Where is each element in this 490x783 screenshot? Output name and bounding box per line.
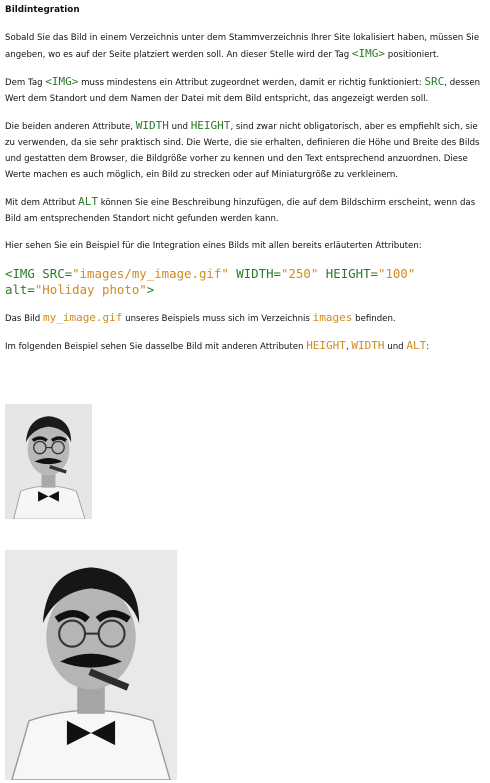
portrait-photo-small	[5, 404, 92, 519]
p1-text-b: positioniert.	[385, 50, 440, 60]
code-line1-v1: "images/my_image.gif"	[72, 266, 229, 281]
p4-text-b: können Sie eine Beschreibung hinzufügen, die auf dem Bildschirm erscheint, wenn das Bild am entsprechenden Standort nicht gefunden werden kann.	[5, 198, 476, 224]
p7-text-c: :	[426, 342, 430, 352]
p7-code-width: WIDTH	[351, 339, 385, 352]
p3-code-width: WIDTH	[135, 119, 169, 132]
portrait-photo-large	[5, 550, 177, 780]
p6-text-c: befinden.	[352, 314, 396, 324]
p1-text-a: Sobald Sie das Bild in einem Verzeichnis unter dem Stammverzeichnis Ihrer Site lokalisiert haben, müssen Sie angeben, wo es auf der Seite platziert werden soll. An dieser Stelle wird der Tag	[5, 33, 480, 60]
paragraph-3	[5, 118, 483, 183]
p2-text-b: muss mindestens ein Attribut zugeordnet werden, damit er richtig funktioniert:	[78, 78, 425, 88]
p6-code-dir: images	[312, 311, 353, 324]
page-title: Bildintegration	[5, 5, 80, 15]
p7-text-b: und	[384, 342, 407, 352]
paragraph-7	[5, 338, 483, 355]
p7-code-height: HEIGHT	[306, 339, 346, 352]
p3-code-height: HEIGHT	[190, 119, 231, 132]
paragraph-4	[5, 194, 483, 227]
p6-text-a: Das Bild	[5, 314, 43, 324]
p7-code-alt: ALT	[406, 339, 427, 352]
code-line2-t1: alt=	[5, 282, 35, 297]
code-line1-v2: "250"	[281, 266, 319, 281]
p2-code-src: SRC	[424, 75, 445, 88]
p2-code-img: <IMG>	[45, 75, 79, 88]
code-line1-t3: HEIGHT=	[318, 266, 379, 281]
p2-text-a: Dem Tag	[5, 78, 46, 88]
p6-text-b: unseres Beispiels muss sich im Verzeichnis	[122, 314, 313, 324]
paragraph-6	[5, 310, 483, 327]
portrait-graphic-small	[5, 404, 92, 519]
paragraph-1	[5, 30, 483, 63]
p2-text-c: , dessen Wert dem Standort und dem Namen der Datei mit dem Bild entspricht, das angezeigt werden soll.	[5, 78, 481, 104]
p7-text-a: Im folgenden Beispiel sehen Sie dasselbe Bild mit anderen Attributen	[5, 342, 307, 352]
p7-sep1: ,	[345, 342, 352, 352]
p6-code-filename: my_image.gif	[42, 311, 123, 324]
code-example	[5, 266, 483, 298]
code-line1-t2: WIDTH=	[228, 266, 282, 281]
portrait-graphic-large	[5, 550, 177, 780]
code-line1-t1: <IMG SRC=	[5, 266, 73, 281]
code-line2-t2: >	[146, 282, 155, 297]
p4-code-alt: ALT	[78, 195, 99, 208]
p4-text-a: Mit dem Attribut	[5, 198, 79, 208]
p3-text-b: und	[168, 122, 191, 132]
code-line2-v1: "Holiday photo"	[34, 282, 147, 297]
paragraph-5: Hier sehen Sie ein Beispiel für die Integration eines Bilds mit allen bereits erläuterten Attributen:	[5, 241, 422, 251]
code-line1-v3: "100"	[378, 266, 416, 281]
paragraph-2	[5, 74, 483, 107]
p3-text-a: Die beiden anderen Attribute,	[5, 122, 136, 132]
article	[5, 2, 483, 366]
p3-text-c: , sind zwar nicht obligatorisch, aber es empfiehlt sich, sie zu verwenden, da sie sehr praktisch sind. Die Werte, die sie erhalten, definieren die Höhe und Breite des Bilds und gestatten dem Browser, die Bildgröße vorher zu kennen und den Text entsprechend anzuordnen. Diese Werte machen es auch möglich, ein Bild zu strecken oder auf Miniaturgröße zu verkleinern.	[5, 122, 480, 180]
p1-code-img: <IMG>	[351, 47, 386, 60]
